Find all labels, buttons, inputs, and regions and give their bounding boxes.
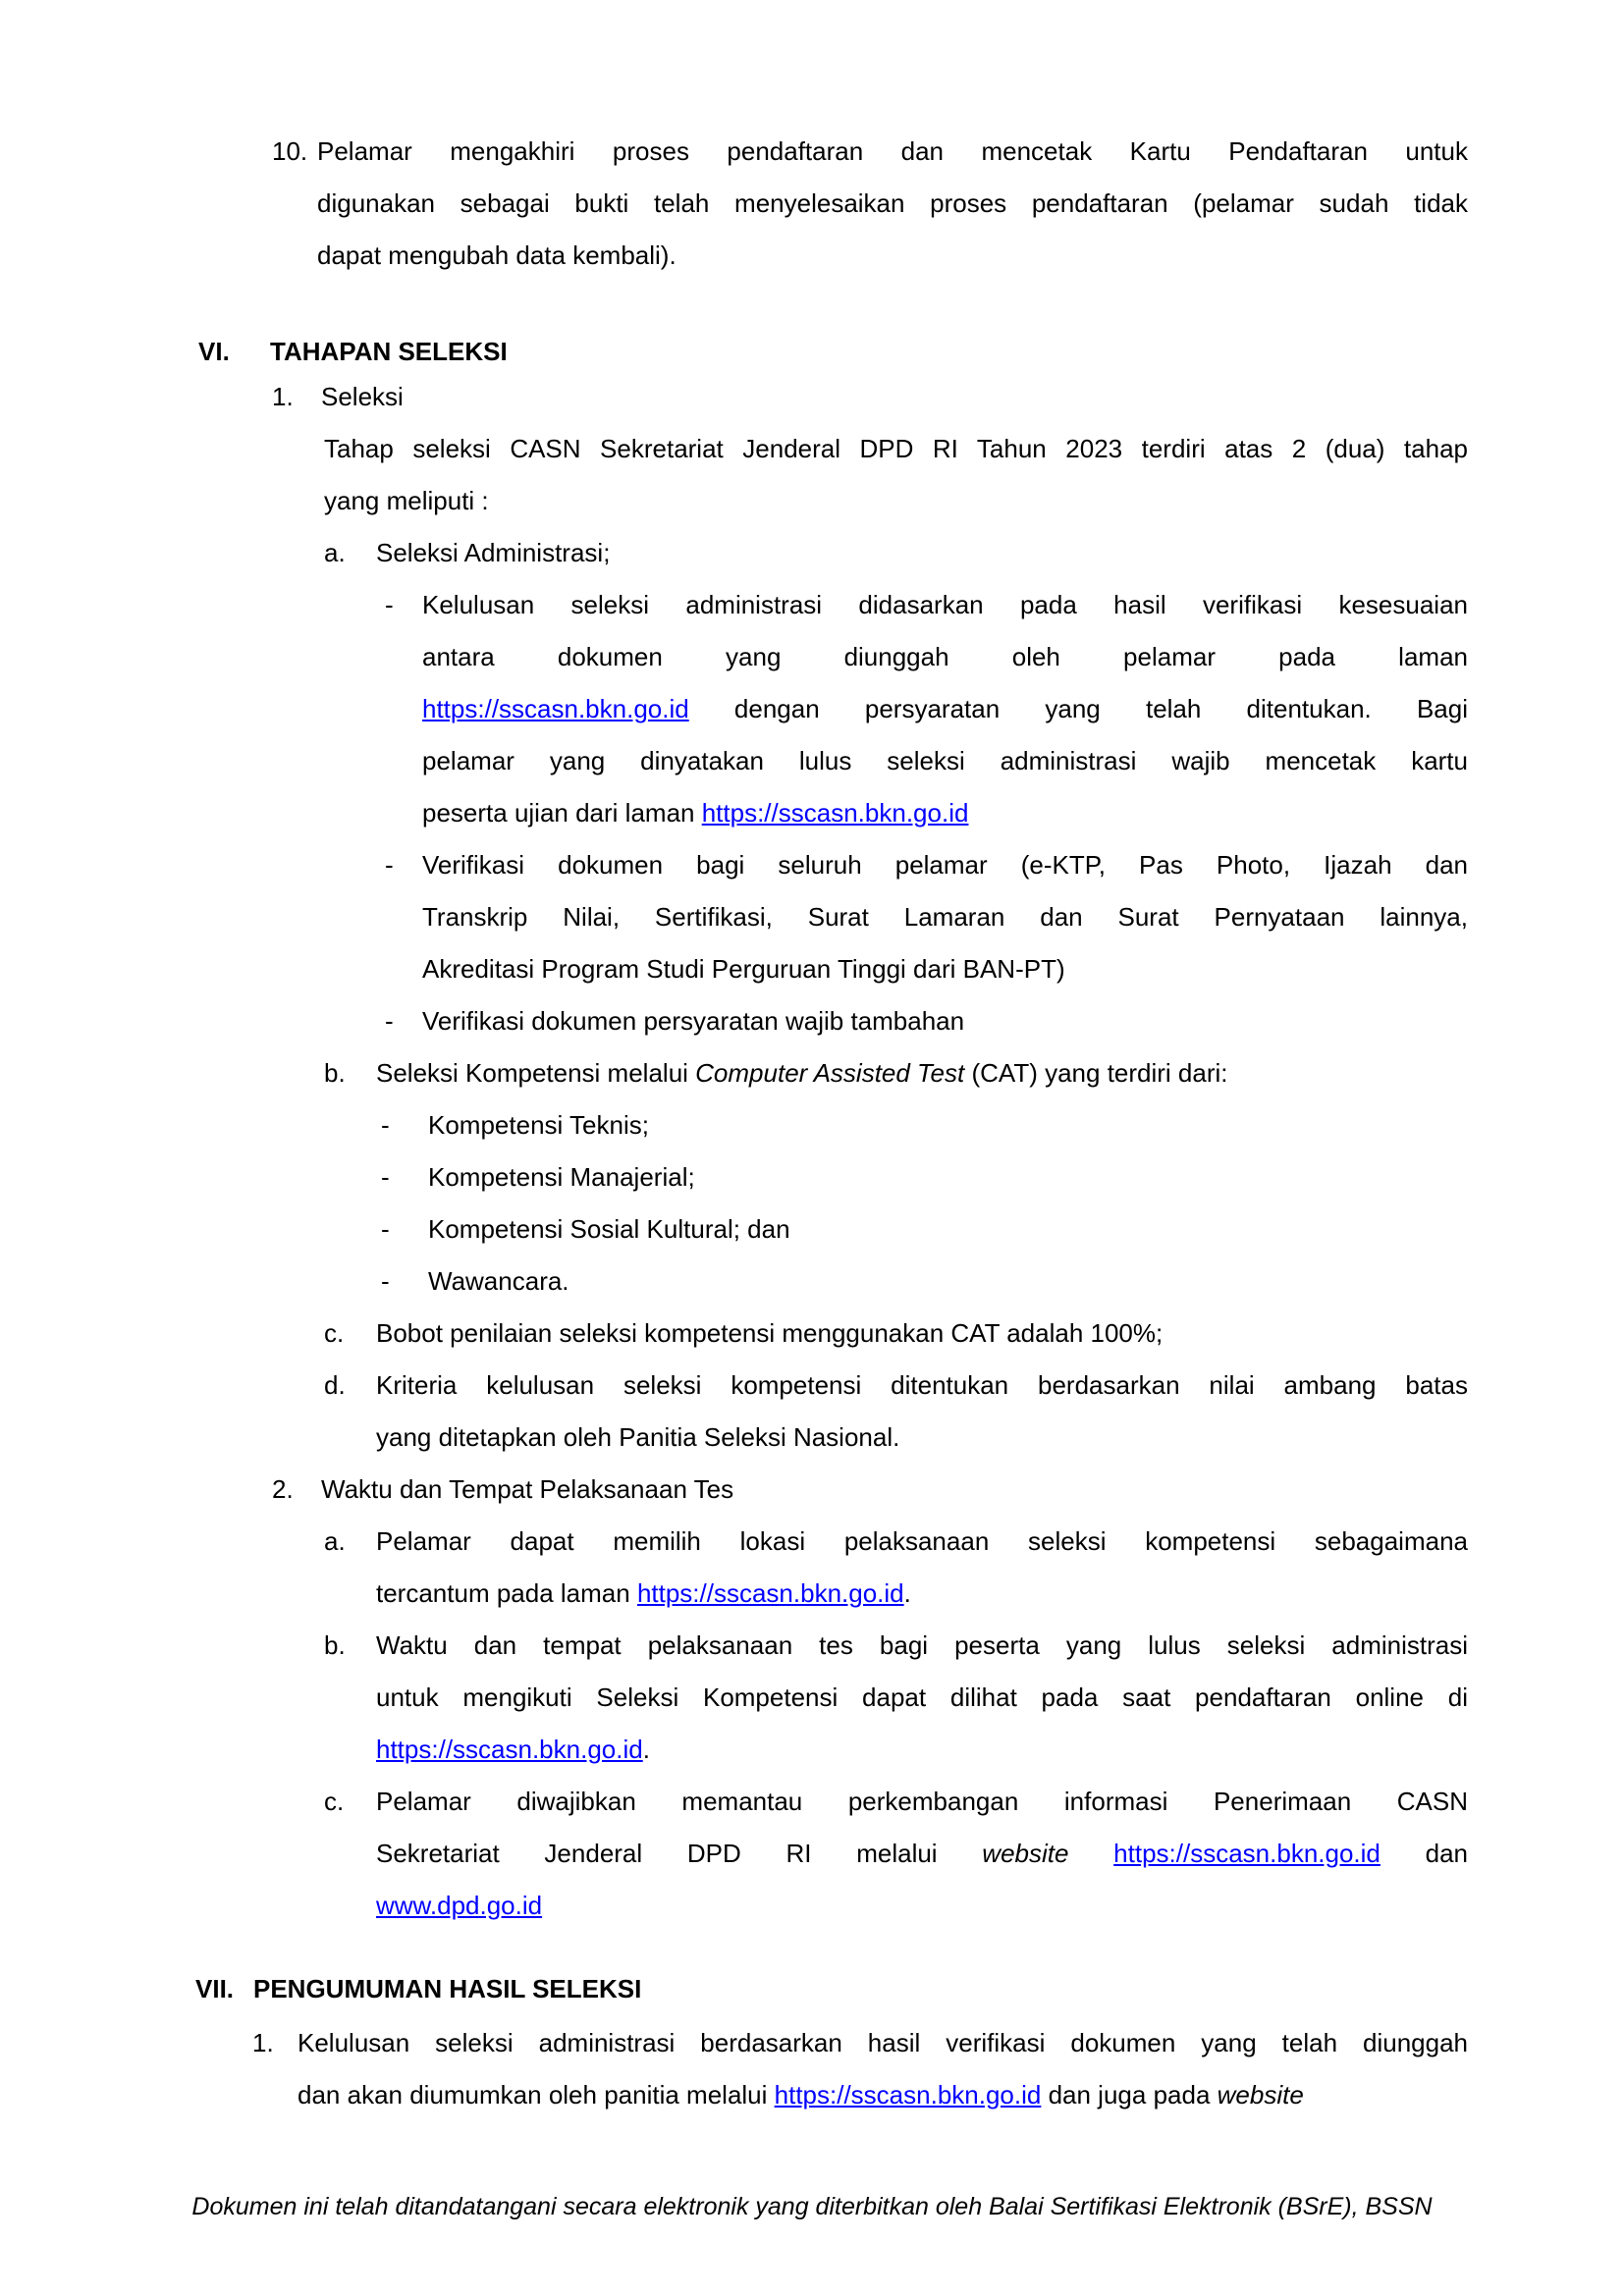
list-marker: -	[381, 1266, 390, 1296]
text-segment: digunakan sebagai bukti telah menyelesaikan proses pendaftaran (pelamar sudah tidak	[317, 188, 1468, 218]
text-line	[422, 631, 1468, 683]
hyperlink[interactable]: https://sscasn.bkn.go.id	[774, 2080, 1042, 2109]
text-segment: .	[642, 1735, 650, 1764]
text-segment: yang meliputi :	[324, 486, 489, 515]
text-line	[376, 1672, 1468, 1724]
text-segment: .	[903, 1578, 911, 1608]
text-line	[428, 1099, 649, 1151]
list-marker: -	[385, 590, 394, 619]
text-line	[376, 1047, 1228, 1099]
text-segment: Kompetensi Teknis;	[428, 1110, 649, 1140]
text-line	[376, 1880, 542, 1932]
text-line	[321, 1464, 733, 1516]
hyperlink[interactable]: https://sscasn.bkn.go.id	[636, 1578, 904, 1608]
text-line	[428, 1255, 569, 1308]
text-segment: Pelamar dapat memilih lokasi pelaksanaan seleksi kompetensi sebagaimana	[376, 1526, 1468, 1556]
text-line	[422, 891, 1468, 943]
list-marker: 1.	[252, 2028, 274, 2057]
list-marker: b.	[324, 1058, 346, 1088]
text-line	[376, 527, 610, 579]
text-line	[376, 1828, 1468, 1880]
hyperlink[interactable]: www.dpd.go.id	[376, 1891, 543, 1920]
text-line	[376, 1360, 1468, 1412]
text-segment: Bobot penilaian seleksi kompetensi menggunakan CAT adalah 100%;	[376, 1318, 1164, 1348]
text-segment: Kompetensi Manajerial;	[428, 1162, 695, 1192]
text-line	[422, 787, 968, 839]
text-line	[376, 1516, 1468, 1568]
text-segment: dapat mengubah data kembali).	[317, 240, 677, 270]
list-marker: b.	[324, 1630, 346, 1660]
text-segment: Transkrip Nilai, Sertifikasi, Surat Lamaran dan Surat Pernyataan lainnya,	[422, 902, 1468, 932]
text-segment: Waktu dan tempat pelaksanaan tes bagi peserta yang lulus seleksi administrasi	[376, 1630, 1468, 1660]
text-segment: tercantum pada laman	[376, 1578, 637, 1608]
text-segment: Sekretariat Jenderal DPD RI melalui	[376, 1839, 983, 1868]
text-segment: Wawancara.	[428, 1266, 569, 1296]
text-line	[422, 735, 1468, 787]
list-marker: a.	[324, 538, 346, 567]
text-segment: dan juga pada	[1041, 2080, 1218, 2109]
text-segment: TAHAPAN SELEKSI	[270, 337, 508, 366]
text-line	[321, 371, 404, 423]
text-segment: Pelamar mengakhiri proses pendaftaran dan mencetak Kartu Pendaftaran untuk	[317, 136, 1468, 166]
text-line	[422, 579, 1468, 631]
list-marker: -	[381, 1110, 390, 1140]
text-segment: peserta ujian dari laman	[422, 798, 702, 828]
text-segment: Kelulusan seleksi administrasi didasarkan pada hasil verifikasi kesesuaian	[422, 590, 1468, 619]
text-segment: (CAT) yang terdiri dari:	[964, 1058, 1228, 1088]
text-line	[422, 995, 964, 1047]
hyperlink[interactable]: https://sscasn.bkn.go.id	[376, 1735, 643, 1764]
text-segment: yang ditetapkan oleh Panitia Seleksi Nasional.	[376, 1422, 900, 1452]
list-marker: VI.	[198, 337, 230, 366]
text-segment: Seleksi Kompetensi melalui	[376, 1058, 696, 1088]
text-line	[324, 423, 1468, 475]
text-line	[376, 1568, 911, 1620]
list-marker: -	[385, 1006, 394, 1036]
text-line	[376, 1412, 899, 1464]
text-segment: dan akan diumumkan oleh panitia melalui	[298, 2080, 775, 2109]
text-segment: Tahap seleksi CASN Sekretariat Jenderal DPD RI Tahun 2023 terdiri atas 2 (dua) tahap	[324, 434, 1468, 463]
text-line	[376, 1724, 650, 1776]
text-line	[298, 2017, 1468, 2069]
text-line	[324, 475, 489, 527]
text-line	[317, 178, 1468, 230]
text-segment	[1068, 1839, 1113, 1868]
list-marker: 10.	[272, 136, 308, 166]
text-line	[422, 683, 1468, 735]
hyperlink[interactable]: https://sscasn.bkn.go.id	[701, 798, 969, 828]
text-segment: PENGUMUMAN HASIL SELEKSI	[253, 1974, 642, 2003]
section-heading	[253, 1963, 641, 2015]
text-segment: Verifikasi dokumen persyaratan wajib tambahan	[422, 1006, 965, 1036]
italic-text: website	[1217, 2080, 1304, 2109]
list-marker: a.	[324, 1526, 346, 1556]
text-segment: dengan persyaratan yang telah ditentukan. Bagi	[688, 694, 1468, 723]
text-segment: Verifikasi dokumen bagi seluruh pelamar (e-KTP, Pas Photo, Ijazah dan	[422, 850, 1468, 880]
list-marker: 1.	[272, 382, 294, 411]
text-segment: pelamar yang dinyatakan lulus seleksi administrasi wajib mencetak kartu	[422, 746, 1468, 775]
text-line	[422, 839, 1468, 891]
list-marker: 2.	[272, 1474, 294, 1504]
electronic-signature-footer-note: Dokumen ini telah ditandatangani secara elektronik yang diterbitkan oleh Balai Sertifikasi Elektronik (BSrE), BSSN	[191, 2193, 1433, 2220]
hyperlink[interactable]: https://sscasn.bkn.go.id	[1113, 1839, 1380, 1868]
text-segment: Akreditasi Program Studi Perguruan Tinggi dari BAN-PT)	[422, 954, 1065, 984]
text-segment: Kompetensi Sosial Kultural; dan	[428, 1214, 790, 1244]
text-segment: Seleksi Administrasi;	[376, 538, 611, 567]
list-marker: c.	[324, 1787, 345, 1816]
italic-text: Computer Assisted Test	[695, 1058, 965, 1088]
hyperlink[interactable]: https://sscasn.bkn.go.id	[422, 694, 689, 723]
text-line	[422, 943, 1065, 995]
italic-text: website	[982, 1839, 1069, 1868]
list-marker: VII.	[195, 1974, 235, 2003]
list-marker: c.	[324, 1318, 345, 1348]
list-marker: d.	[324, 1370, 346, 1400]
text-line	[428, 1203, 790, 1255]
text-segment: Kelulusan seleksi administrasi berdasarkan hasil verifikasi dokumen yang telah diunggah	[298, 2028, 1468, 2057]
text-line	[317, 230, 677, 282]
list-marker: -	[381, 1162, 390, 1192]
text-line	[317, 126, 1468, 178]
text-segment: Kriteria kelulusan seleksi kompetensi ditentukan berdasarkan nilai ambang batas	[376, 1370, 1468, 1400]
list-marker: -	[381, 1214, 390, 1244]
text-segment: untuk mengikuti Seleksi Kompetensi dapat dilihat pada saat pendaftaran online di	[376, 1682, 1468, 1712]
text-segment: antara dokumen yang diunggah oleh pelamar pada laman	[422, 642, 1468, 671]
text-segment: Pelamar diwajibkan memantau perkembangan informasi Penerimaan CASN	[376, 1787, 1468, 1816]
text-line	[298, 2069, 1304, 2121]
text-line	[376, 1308, 1163, 1360]
text-segment: dan	[1380, 1839, 1468, 1868]
text-line	[428, 1151, 695, 1203]
text-segment: Waktu dan Tempat Pelaksanaan Tes	[321, 1474, 734, 1504]
text-line	[376, 1776, 1468, 1828]
list-marker: -	[385, 850, 394, 880]
text-line	[376, 1620, 1468, 1672]
text-segment: Seleksi	[321, 382, 404, 411]
